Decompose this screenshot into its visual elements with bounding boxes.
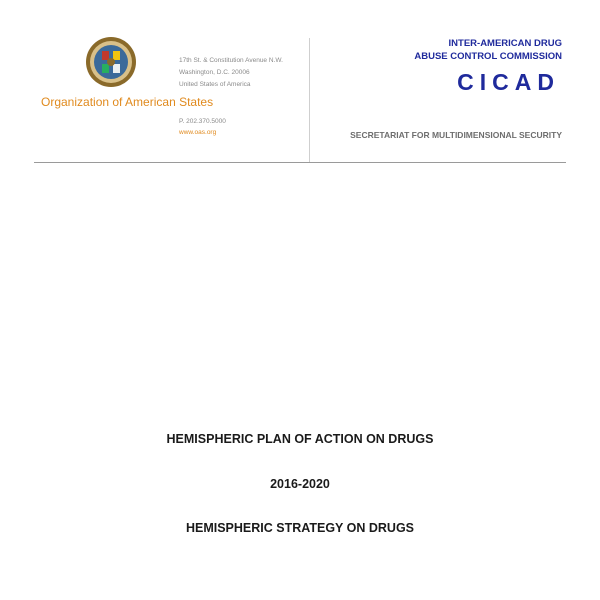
header-divider [309, 38, 310, 162]
address-line: 17th St. & Constitution Avenue N.W. [179, 57, 283, 64]
secretariat-name: SECRETARIAT FOR MULTIDIMENSIONAL SECURITY [350, 130, 562, 140]
document-subtitle: HEMISPHERIC STRATEGY ON DRUGS [185, 521, 415, 535]
agency-line-1: INTER-AMERICAN DRUG [448, 38, 562, 49]
address-block [179, 55, 283, 91]
document-title: HEMISPHERIC PLAN OF ACTION ON DRUGS [166, 432, 434, 446]
organization-name: Organization of American States [41, 95, 214, 109]
header-rule [34, 162, 566, 163]
document-period: 2016-2020 [270, 477, 330, 491]
agency-acronym: CICAD [457, 69, 560, 95]
website-link[interactable]: www.oas.org [179, 129, 217, 136]
agency-line-2: ABUSE CONTROL COMMISSION [414, 51, 562, 62]
oas-seal-icon [85, 36, 137, 88]
agency-name [414, 37, 562, 63]
address-line: United States of America [179, 81, 251, 88]
phone-number: P. 202.370.5000 [179, 118, 226, 125]
contact-block [179, 116, 226, 138]
address-line: Washington, D.C. 20006 [179, 69, 250, 76]
